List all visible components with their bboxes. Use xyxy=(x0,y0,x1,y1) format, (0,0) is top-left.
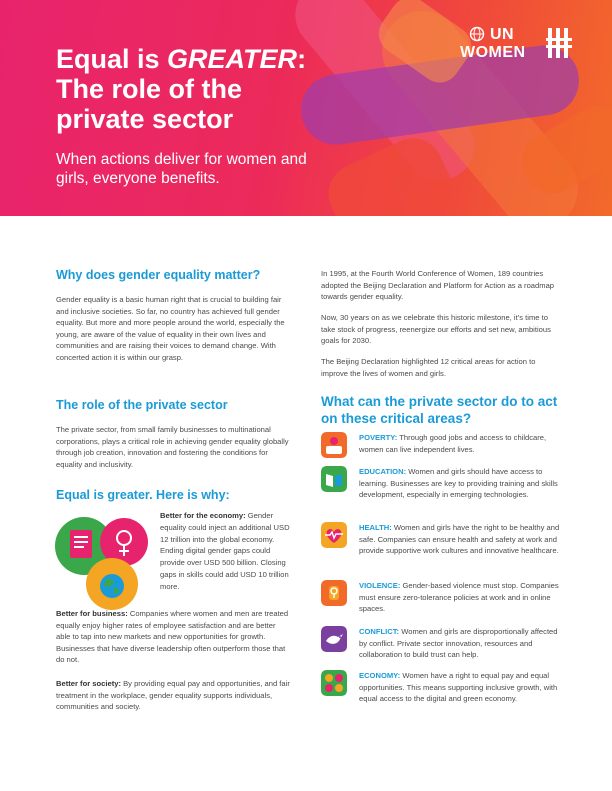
dove-icon xyxy=(321,626,347,652)
logo-text-un: UN xyxy=(490,26,515,43)
why-heading: Why does gender equality matter? xyxy=(56,268,261,282)
intro-paragraph-3: The Beijing Declaration highlighted 12 critical areas for action to improve the lives of women and girls. xyxy=(321,357,536,378)
hero-banner xyxy=(0,0,612,216)
poverty-icon xyxy=(321,432,347,458)
book-icon xyxy=(321,466,347,492)
role-paragraph: The private sector, from small family businesses to multinational corporations, plays a critical role in achieving gender equality globally through job creation, innovation and fostering the conditions for equality and inclusivity. xyxy=(56,425,289,469)
critical-areas-heading: What can the private sector do to act on these critical areas? xyxy=(321,394,558,426)
stop-hand-icon xyxy=(321,580,347,606)
equal-heading: Equal is greater. Here is why: xyxy=(56,488,230,502)
un-women-logo xyxy=(460,26,578,62)
heartbeat-icon xyxy=(321,522,347,548)
coins-icon xyxy=(321,670,347,696)
intro-paragraph-2: Now, 30 years on as we celebrate this historic milestone, it’s time to take stock of progress, reenergize our efforts and set new, ambitious goals for 2030. xyxy=(321,313,551,346)
why-paragraph: Gender equality is a basic human right that is crucial to building fair and inclusive societies. So far, no country has achieved full gender equality. But more and more people around the world, especially the young, are aware of the value of equality in their own lives and communities and are raising their voices to demand change. With concerted action it is within our grasp. xyxy=(56,295,285,362)
society-paragraph: Better for society: By providing equal pay and opportunities, and fair treatment in the workplace, gender equality supports individuals, communities and society. xyxy=(56,679,290,712)
role-heading: The role of the private sector xyxy=(56,398,228,412)
page-title: Equal is GREATER: The role of the private sector xyxy=(56,44,307,134)
economy-paragraph: Better for the economy: Gender equality could inject an additional USD 12 trillion into the global economy. Ending digital gender gaps could provide over USD 500 billion. Closing gaps in skills could add USD 10 trillion more. xyxy=(160,511,290,591)
logo-text-women: WOMEN xyxy=(460,44,526,61)
page-subtitle: When actions deliver for women and girls, everyone benefits. xyxy=(56,151,307,187)
globe-icon xyxy=(468,26,486,42)
intro-paragraph-1: In 1995, at the Fourth World Conference of Women, 189 countries adopted the Beijing Declaration and Platform for Action as a roadmap towards gender equality. xyxy=(321,269,555,302)
business-paragraph: Better for business: Companies where women and men are treated equally enjoy higher rates of employee satisfaction and are better able to tap into new markets and new opportunities for growth. Businesses that have diverse leadership often outperform those that do not. xyxy=(56,609,289,665)
equality-symbol-icon xyxy=(546,26,576,60)
benefits-illustration xyxy=(54,516,154,610)
